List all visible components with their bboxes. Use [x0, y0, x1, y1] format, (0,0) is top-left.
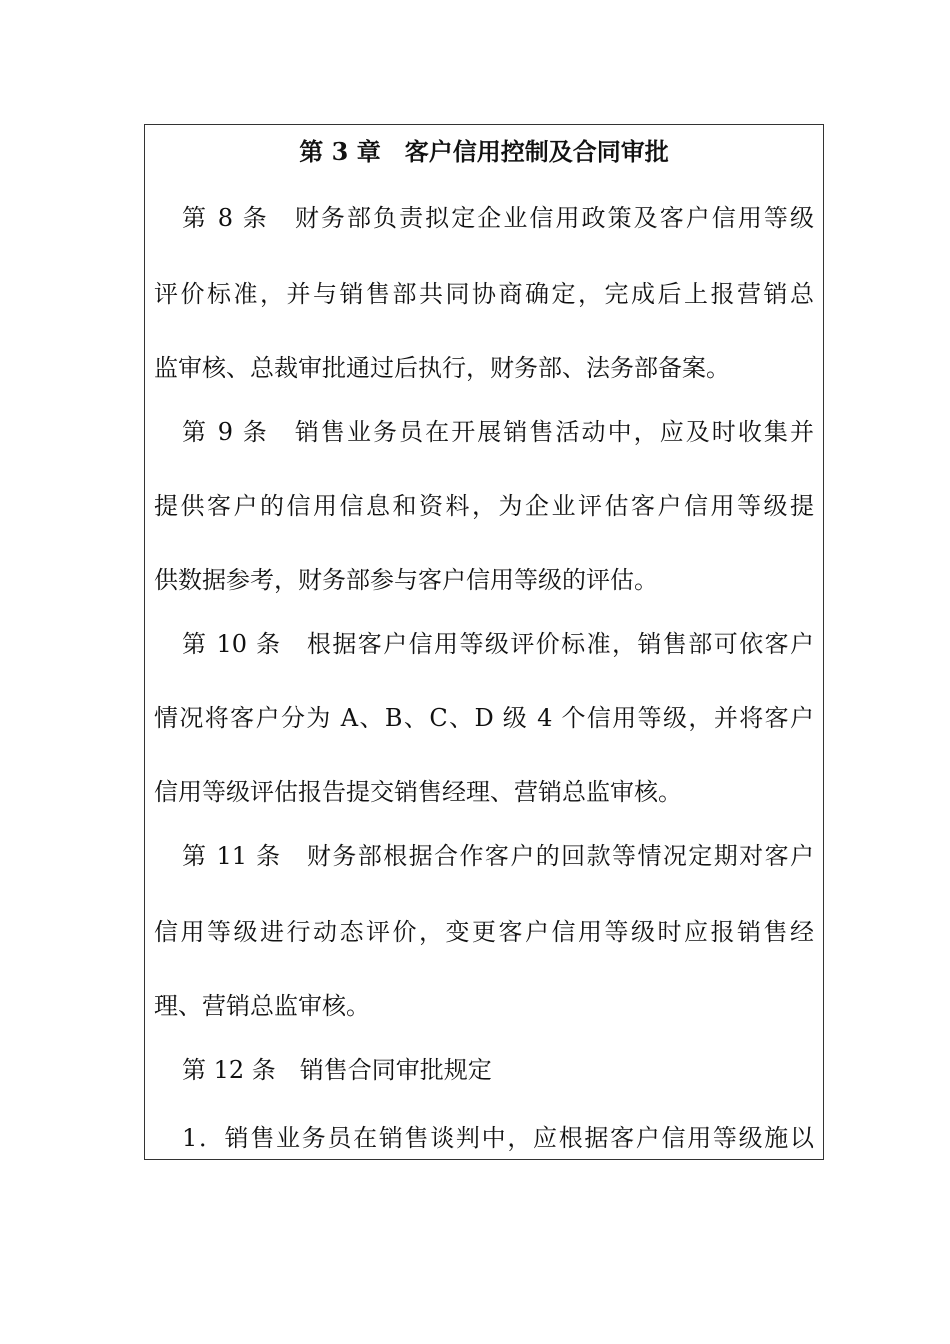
document-frame — [144, 124, 824, 1160]
article-10-line-3: 信用等级评估报告提交销售经理、营销总监审核。 — [154, 778, 682, 806]
article-9-line-3: 供数据参考，财务部参与客户信用等级的评估。 — [154, 566, 658, 594]
article-11-line-2: 信用等级进行动态评价，变更客户信用等级时应报销售经 — [154, 918, 814, 946]
article-10-line-2: 情况将客户分为 A、B、C、D 级 4 个信用等级，并将客户 — [154, 704, 814, 732]
article-9-line-1: 第 9 条 销售业务员在开展销售活动中，应及时收集并 — [182, 418, 814, 446]
article-11-line-3: 理、营销总监审核。 — [154, 992, 370, 1020]
article-8-line-2: 评价标准，并与销售部共同协商确定，完成后上报营销总 — [154, 280, 814, 308]
article-8-line-3: 监审核、总裁审批通过后执行，财务部、法务部备案。 — [154, 354, 730, 382]
article-12-item-1-line-1: 1．销售业务员在销售谈判中，应根据客户信用等级施以 — [182, 1124, 814, 1152]
article-12-heading: 第 12 条 销售合同审批规定 — [182, 1056, 492, 1084]
article-8-line-1: 第 8 条 财务部负责拟定企业信用政策及客户信用等级 — [182, 204, 814, 232]
article-11-line-1: 第 11 条 财务部根据合作客户的回款等情况定期对客户 — [182, 842, 814, 870]
chapter-title: 第 3 章 客户信用控制及合同审批 — [299, 137, 669, 166]
article-9-line-2: 提供客户的信用信息和资料，为企业评估客户信用等级提 — [154, 492, 814, 520]
article-10-line-1: 第 10 条 根据客户信用等级评价标准，销售部可依客户 — [182, 630, 814, 658]
